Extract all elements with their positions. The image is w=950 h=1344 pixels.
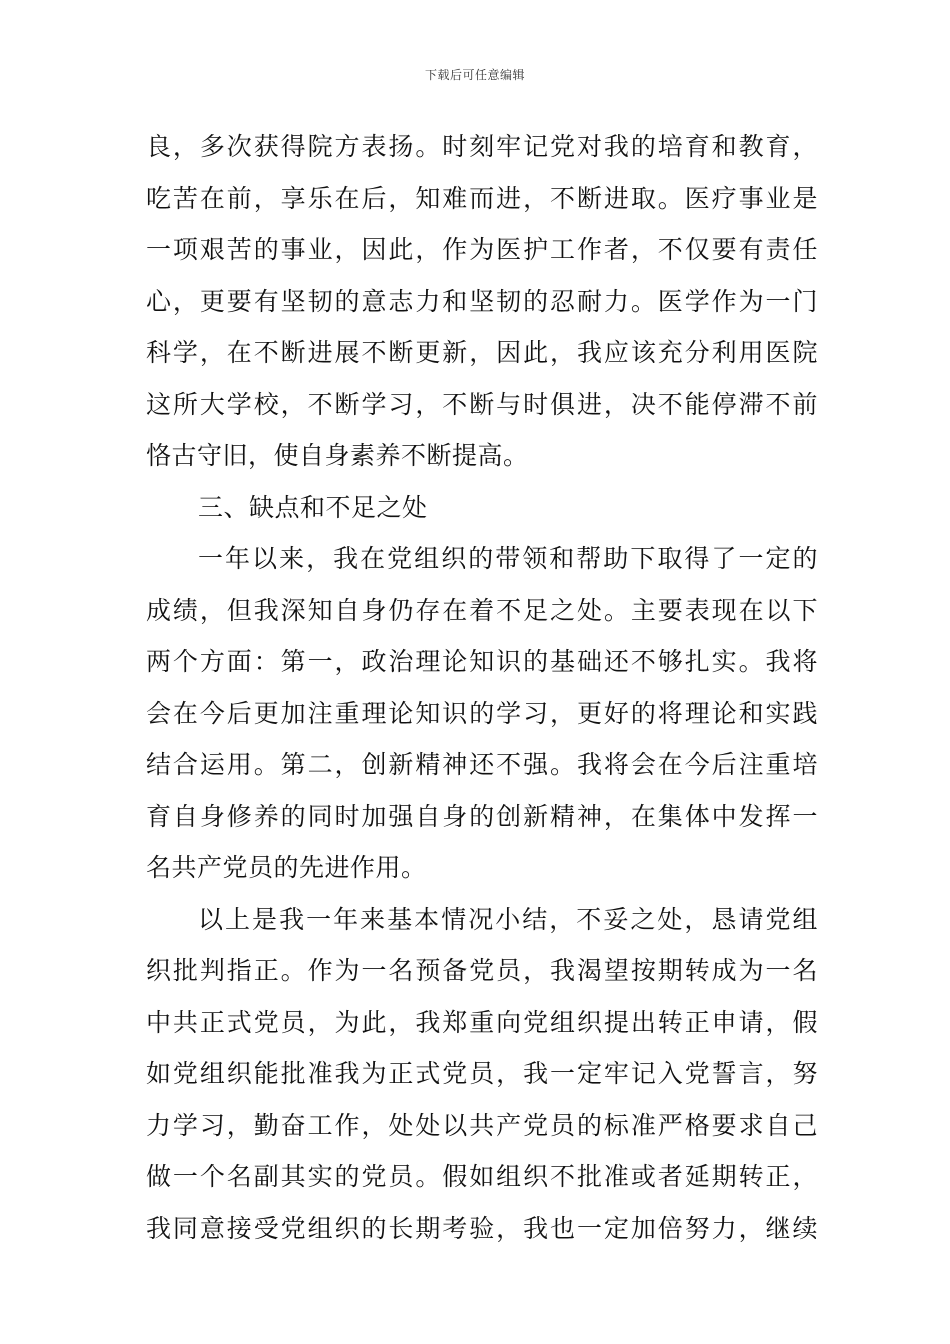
text-line: 一项艰苦的事业，因此，作为医护工作者，不仅要有责任 bbox=[146, 235, 818, 264]
text-line: 力学习，勤奋工作，处处以共产党员的标准严格要求自己 bbox=[146, 1110, 818, 1140]
text-line: 做一个名副其实的党员。假如组织不批准或者延期转正， bbox=[146, 1162, 818, 1191]
text-line: 名共产党员的先进作用。 bbox=[146, 853, 427, 882]
text-line: 会在今后更加注重理论知识的学习，更好的将理论和实践 bbox=[146, 698, 818, 728]
body-text bbox=[146, 121, 818, 1254]
text-line: 恪古守旧，使自身素养不断提高。 bbox=[146, 441, 529, 470]
text-line: 两个方面：第一，政治理论知识的基础还不够扎实。我将 bbox=[146, 647, 818, 676]
text-line: 良，多次获得院方表扬。时刻牢记党对我的培育和教育， bbox=[146, 132, 818, 161]
text-line: 织批判指正。作为一名预备党员，我渴望按期转成为一名 bbox=[146, 956, 818, 985]
text-line: 结合运用。第二，创新精神还不强。我将会在今后注重培 bbox=[146, 750, 818, 779]
text-line: 以上是我一年来基本情况小结，不妥之处，恳请党组 bbox=[198, 904, 818, 934]
text-line: 成绩，但我深知自身仍存在着不足之处。主要表现在以下 bbox=[146, 595, 818, 625]
text-line: 吃苦在前，享乐在后，知难而进，不断进取。医疗事业是 bbox=[146, 183, 818, 213]
text-line: 如党组织能批准我为正式党员，我一定牢记入党誓言，努 bbox=[146, 1059, 818, 1088]
text-line: 中共正式党员，为此，我郑重向党组织提出转正申请，假 bbox=[146, 1007, 818, 1037]
text-line: 科学，在不断进展不断更新，因此，我应该充分利用医院 bbox=[146, 338, 818, 367]
text-line: 一年以来，我在党组织的带领和帮助下取得了一定的 bbox=[198, 544, 818, 573]
page-header: 下载后可任意编辑 bbox=[424, 68, 525, 82]
text-line: 育自身修养的同时加强自身的创新精神，在集体中发挥一 bbox=[146, 801, 818, 831]
text-line: 心，更要有坚韧的意志力和坚韧的忍耐力。医学作为一门 bbox=[146, 286, 818, 316]
section-heading: 三、缺点和不足之处 bbox=[198, 492, 428, 522]
text-line: 这所大学校，不断学习，不断与时俱进，决不能停滞不前 bbox=[146, 389, 818, 419]
text-line: 我同意接受党组织的长期考验，我也一定加倍努力，继续 bbox=[146, 1213, 818, 1243]
